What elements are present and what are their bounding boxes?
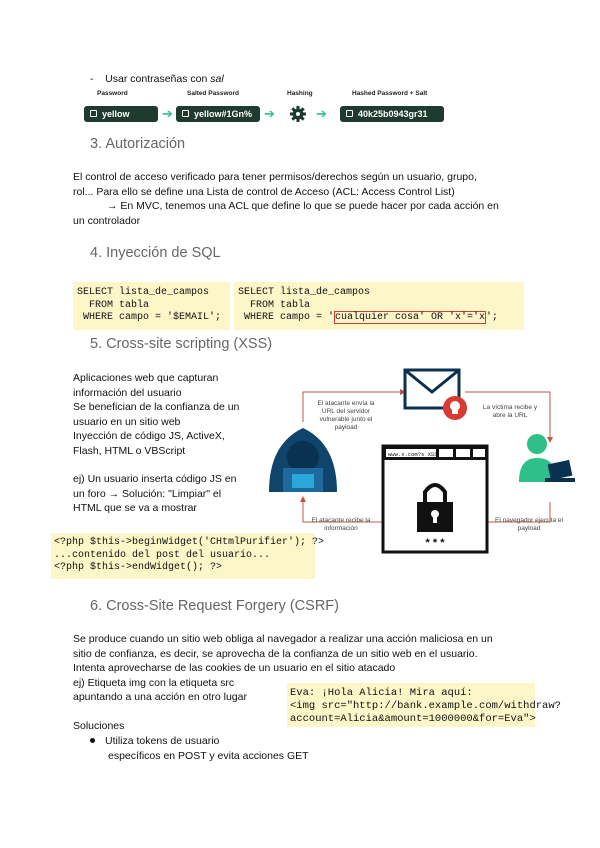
arrow-right-icon: ➔ (316, 106, 327, 121)
heading-xss: 5. Cross-site scripting (XSS) (90, 336, 273, 352)
salt-bullet (90, 72, 224, 87)
code-line: FROM tabla (77, 299, 150, 311)
code-line (238, 312, 524, 325)
pill-hashed (340, 106, 444, 122)
injected-payload: cualquier cosa' OR 'x'='x (335, 312, 486, 323)
text-line: Aplicaciones web que capturan (73, 372, 219, 384)
lock-icon (346, 110, 353, 117)
email-envelope-icon (405, 370, 467, 420)
xss-flow-diagram (265, 362, 585, 574)
text-line: específicos en POST y evita acciones GET (108, 749, 309, 762)
pill-salted (176, 106, 260, 122)
text-line: Se benefician de la confianza de un (73, 401, 240, 413)
bullet-dash: - (90, 73, 94, 85)
value-password: yellow (102, 109, 130, 119)
text-line: un foro → Solución: "Limpiar" el (73, 487, 222, 500)
hacker-icon (269, 428, 337, 492)
text-line: Flash, HTML o VBScript (73, 444, 186, 457)
solution-bullet-1 (90, 734, 309, 763)
svg-text:* * *: * * * (425, 537, 445, 549)
solutions-title: Soluciones (73, 720, 125, 732)
browser-window-icon (383, 446, 487, 552)
salt-bullet-text: Usar contraseñas con (105, 73, 211, 85)
xss-text (73, 371, 263, 516)
label-salted: Salted Password (187, 90, 240, 97)
text-line: → En MVC, tenemos una ACL que define lo que se puede hacer por cada acción en (107, 200, 499, 212)
heading-csrf: 6. Cross-Site Request Forgery (CSRF) (90, 598, 339, 614)
text-line: HTML que se va a mostrar (73, 502, 197, 514)
code-line: WHERE campo = '$EMAIL'; (77, 312, 222, 323)
lock-icon (182, 110, 189, 117)
text-line: El control de acceso verificado para tener permisos/derechos según un usuario, grupo, (73, 171, 477, 183)
arrow-right-icon: ➔ (162, 106, 173, 121)
browser-url: www.x.com?s XSS (388, 451, 438, 458)
text-line: Intenta aprovecharse de las cookies de un usuario en el sitio atacado (73, 662, 396, 674)
caption-victim-opens: La víctima recibe y abre la URL (482, 404, 538, 419)
bullet-dot-icon (90, 738, 95, 743)
code-post: '; (486, 312, 499, 323)
caption-attacker-receives: El atacante recibe la información (311, 517, 371, 532)
value-hashed: 40k25b0943gr31 (358, 109, 428, 119)
text-line: Inyección de código JS, ActiveX, (73, 430, 225, 442)
code-line: account=Alicia&amount=1000000&for=Eva"> (290, 713, 536, 725)
text-line: rol... Para ello se define una Lista de control de Acceso (ACL: Access Control List) (73, 185, 455, 198)
value-salted: yellow#1Gn% (194, 109, 253, 119)
sql-code-injected (234, 282, 524, 330)
text-line: ej) Un usuario inserta código JS en (73, 473, 237, 485)
caption-attacker-sends: El atacante envía la URL del servidor vulnerable junto el payload (317, 400, 375, 431)
text-line: usuario en un sitio web (73, 415, 181, 428)
autorizacion-text (73, 170, 543, 228)
text-line: Utiliza tokens de usuario (105, 735, 220, 747)
gear-icon (289, 105, 307, 123)
victim-user-icon (519, 434, 575, 482)
arrow-right-icon: ➔ (264, 106, 275, 121)
code-line: <img src="http://bank.example.com/withdraw? (290, 700, 561, 712)
text-line: apuntando a una acción en otro lugar (73, 691, 247, 703)
code-line: FROM tabla (238, 299, 311, 311)
text-line: sitio de confianza, es decir, se aprovecha de la confianza de un sitio web en el usuario. (73, 647, 478, 660)
code-line: <?php $this->endWidget(); ?> (54, 562, 223, 573)
text-line: información del usuario (73, 386, 182, 399)
code-line: <?php $this->beginWidget('CHtmlPurifier'); ?> (54, 537, 325, 548)
label-password: Password (97, 90, 128, 97)
code-line: SELECT lista_de_campos (238, 287, 371, 298)
salt-italic: sal (210, 73, 224, 85)
text-line: ej) Etiqueta img con la etiqueta src (73, 676, 235, 689)
caption-browser-runs: El navegador ejecuta el payload (495, 517, 563, 532)
label-hashed: Hashed Password + Salt (352, 90, 428, 97)
sql-code-original (73, 282, 230, 330)
lock-icon (90, 110, 97, 117)
label-hashing: Hashing (287, 90, 313, 97)
code-line: ...contenido del post del usuario... (54, 549, 271, 561)
heading-autorizacion: 3. Autorización (90, 136, 186, 152)
code-line: SELECT lista_de_campos (77, 287, 210, 298)
text-line: un controlador (73, 214, 141, 227)
code-pre: WHERE campo = ' (238, 312, 335, 323)
heading-sql-injection: 4. Inyección de SQL (90, 245, 221, 261)
pill-password (84, 106, 158, 122)
csrf-code (287, 683, 561, 727)
text-line: Se produce cuando un sitio web obliga al navegador a realizar una acción maliciosa en un (73, 633, 493, 645)
code-line: Eva: ¡Hola Alicia! Mira aquí: (290, 687, 473, 699)
